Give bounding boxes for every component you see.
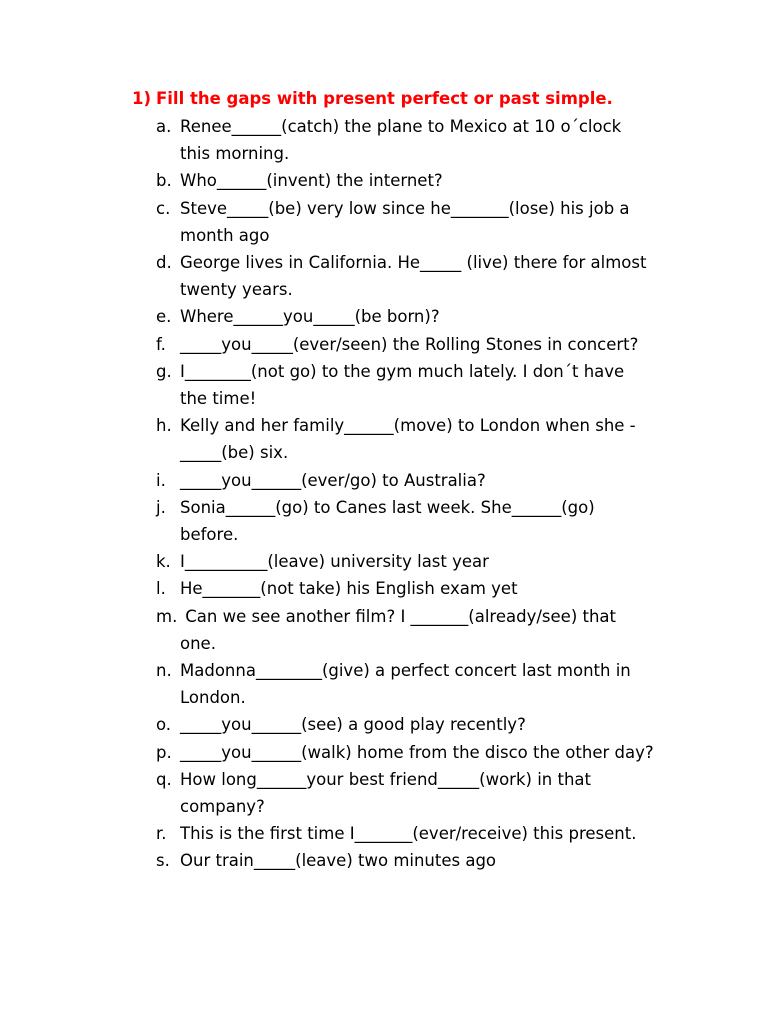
item-text: Renee______(catch) the plane to Mexico at 10 o´clock this morning. bbox=[180, 117, 627, 164]
exercise-item bbox=[156, 358, 656, 412]
item-marker: h. bbox=[156, 416, 172, 436]
item-text: _____you______(ever/go) to Australia? bbox=[180, 470, 486, 490]
exercise-item bbox=[156, 331, 656, 358]
exercise-item bbox=[156, 711, 656, 738]
item-marker: r. bbox=[156, 824, 167, 844]
exercise-item bbox=[156, 303, 656, 330]
item-text: Kelly and her family______(move) to London when she -_____(be) six. bbox=[180, 416, 636, 463]
exercise-item bbox=[156, 494, 656, 548]
item-marker: c. bbox=[156, 198, 171, 218]
exercise-item bbox=[156, 739, 656, 766]
item-marker: e. bbox=[156, 307, 172, 327]
exercise-item bbox=[156, 575, 656, 602]
item-marker: j. bbox=[156, 497, 166, 517]
item-marker: o. bbox=[156, 715, 172, 735]
exercise-item bbox=[156, 113, 656, 167]
item-marker: b. bbox=[156, 171, 172, 191]
item-marker: l. bbox=[156, 579, 166, 599]
item-marker: a. bbox=[156, 117, 172, 136]
exercise-item bbox=[156, 766, 656, 820]
item-text: He_______(not take) his English exam yet bbox=[180, 579, 518, 599]
exercise-item bbox=[156, 467, 656, 494]
item-text: Sonia______(go) to Canes last week. She______(go) before. bbox=[180, 497, 600, 545]
item-marker: p. bbox=[156, 742, 172, 762]
item-marker: m. bbox=[156, 606, 178, 626]
item-marker: n. bbox=[156, 661, 172, 681]
item-marker: s. bbox=[156, 851, 170, 871]
item-marker: k. bbox=[156, 552, 171, 572]
item-marker: d. bbox=[156, 253, 172, 273]
exercise-item bbox=[156, 603, 656, 657]
exercise-item bbox=[156, 412, 656, 466]
item-text: This is the first time I_______(ever/receive) this present. bbox=[180, 824, 637, 844]
item-marker: f. bbox=[156, 334, 166, 354]
item-text: I________(not go) to the gym much lately. I don´t have the time! bbox=[180, 361, 630, 409]
item-marker: q. bbox=[156, 769, 172, 789]
item-text: _____you______(see) a good play recently? bbox=[180, 715, 526, 735]
item-text: Can we see another film? I _______(already/see) that one. bbox=[180, 606, 622, 653]
exercise-item bbox=[156, 657, 656, 711]
exercise-item bbox=[156, 548, 656, 575]
exercise-item bbox=[156, 195, 656, 249]
exercise-item bbox=[156, 820, 656, 847]
item-text: How long______your best friend_____(work) in that company? bbox=[180, 769, 597, 817]
exercise-item-list bbox=[156, 113, 656, 875]
item-marker: g. bbox=[156, 361, 172, 381]
item-text: I__________(leave) university last year bbox=[180, 552, 489, 572]
item-text: George lives in California. He_____ (live) there for almost twenty years. bbox=[180, 253, 652, 300]
exercise-item bbox=[156, 249, 656, 303]
item-text: _____you______(walk) home from the disco the other day? bbox=[180, 742, 654, 762]
item-text: Steve_____(be) very low since he_______(lose) his job a month ago bbox=[180, 198, 635, 245]
item-text: Who______(invent) the internet? bbox=[180, 171, 443, 191]
item-text: _____you_____(ever/seen) the Rolling Stones in concert? bbox=[180, 334, 639, 354]
item-marker: i. bbox=[156, 470, 166, 490]
exercise-title: Fill the gaps with present perfect or past simple. bbox=[156, 89, 613, 108]
item-text: Where______you_____(be born)? bbox=[180, 307, 440, 327]
item-text: Madonna________(give) a perfect concert last month in London. bbox=[180, 661, 636, 708]
exercise-item bbox=[156, 847, 656, 874]
item-text: Our train_____(leave) two minutes ago bbox=[180, 851, 497, 871]
exercise-number: 1) bbox=[132, 89, 152, 108]
exercise-heading bbox=[132, 86, 613, 112]
exercise-item bbox=[156, 167, 656, 194]
